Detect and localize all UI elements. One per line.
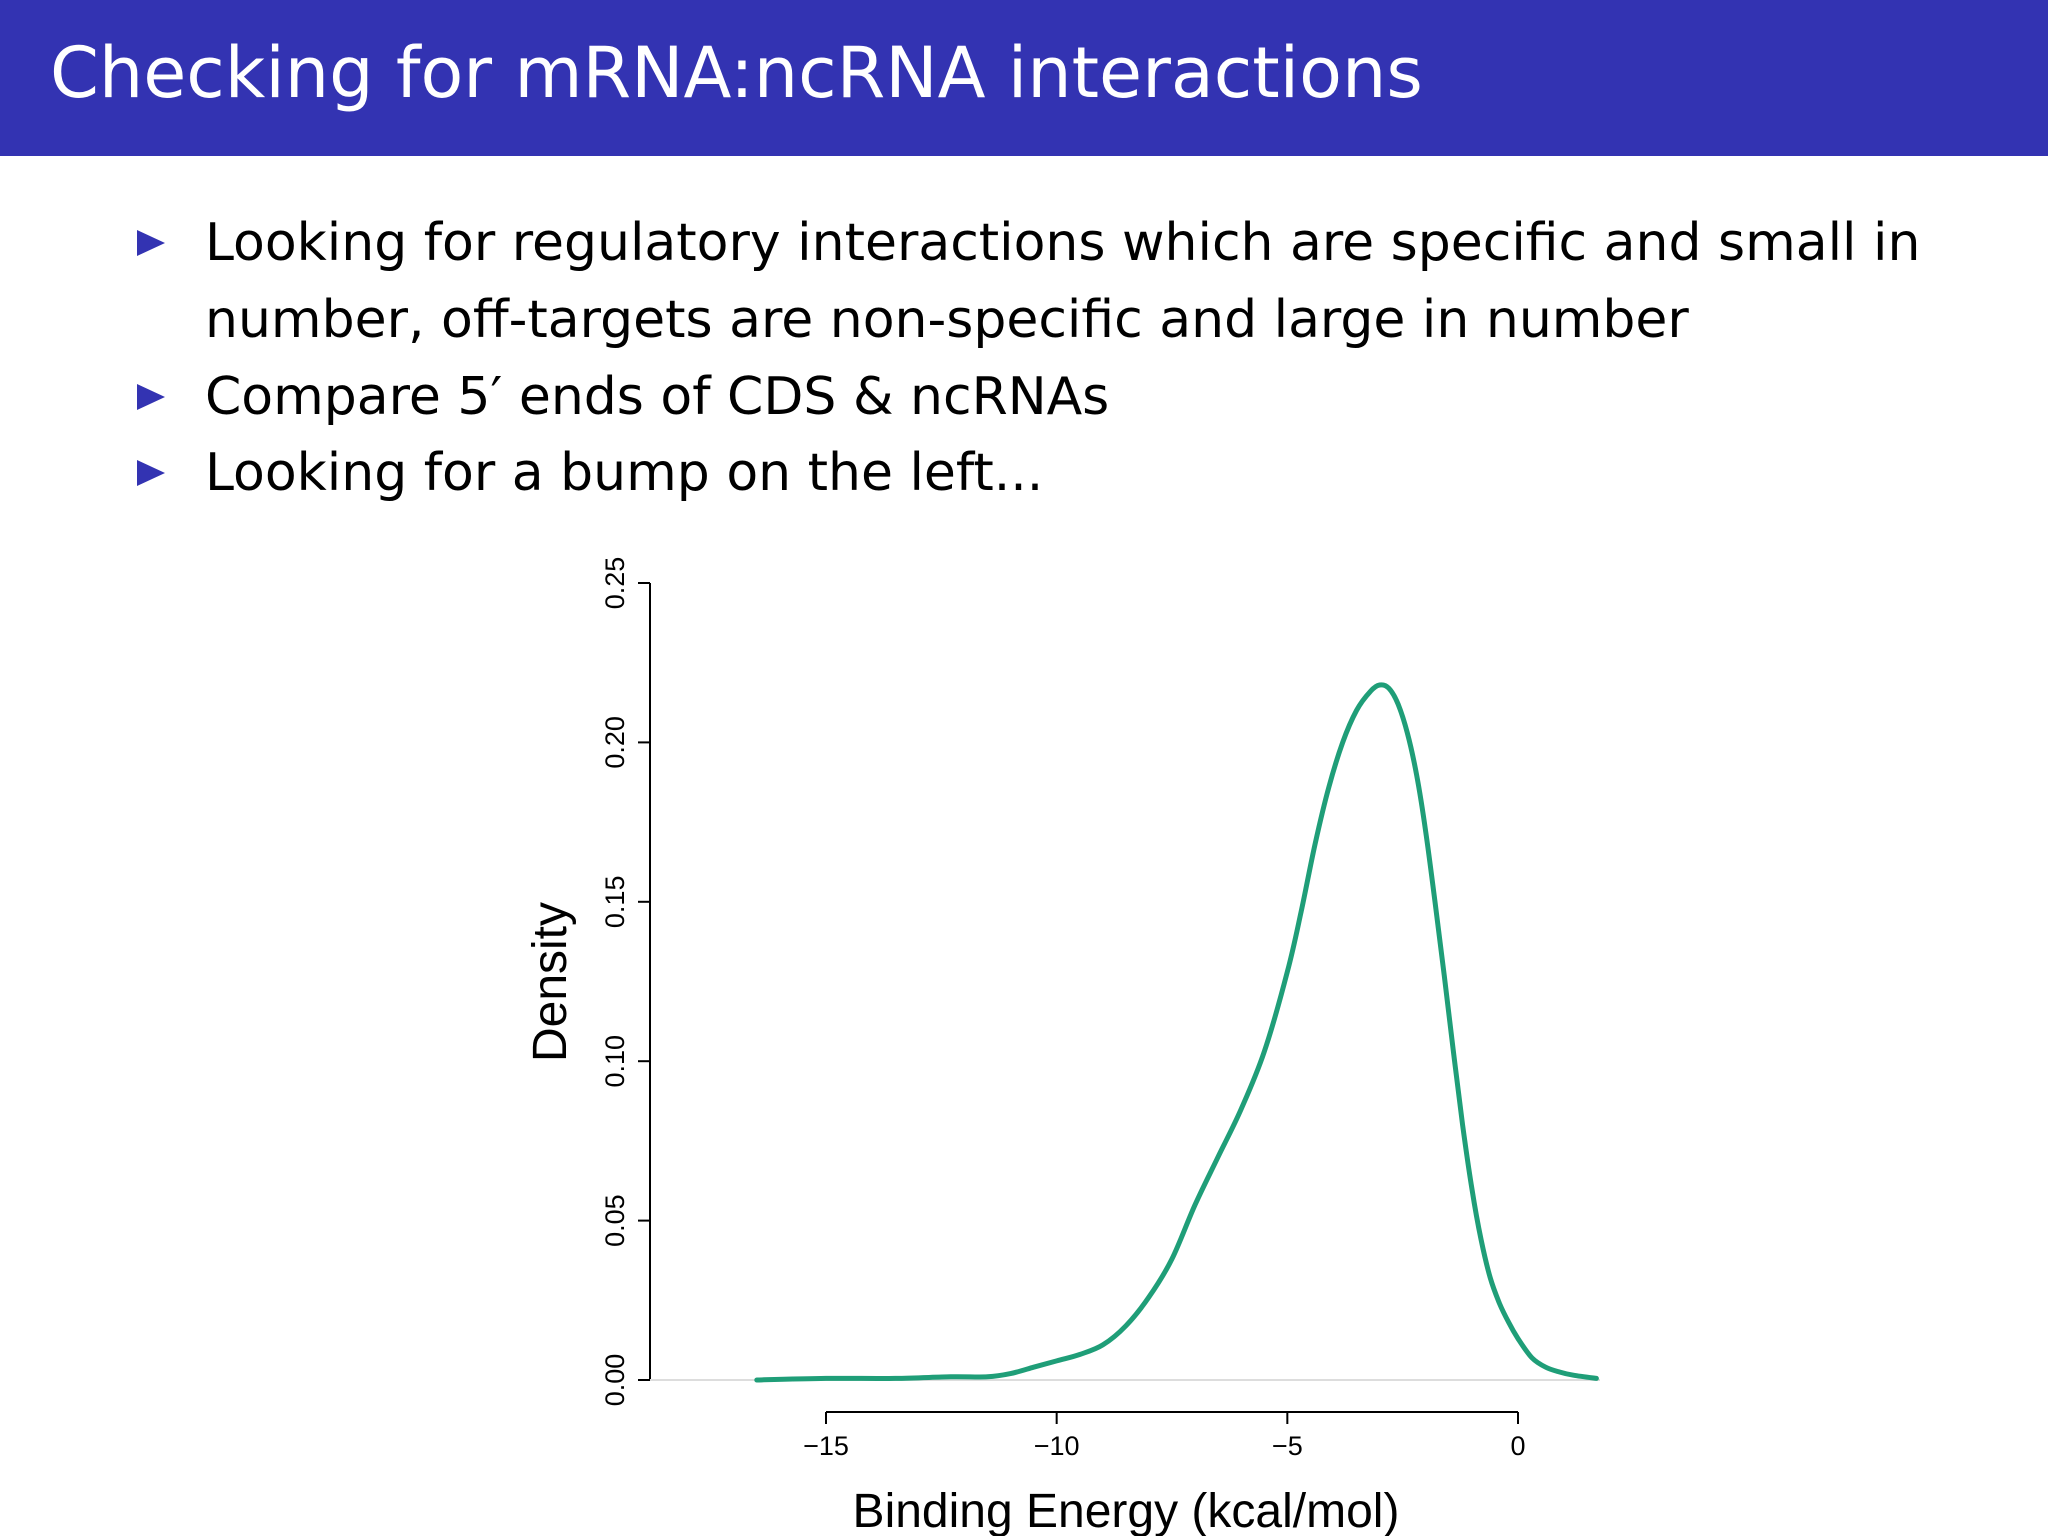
- chart-series: [757, 685, 1597, 1380]
- y-tick-label: 0.20: [600, 716, 630, 769]
- chart-ticks: [600, 557, 1526, 1461]
- x-tick-label: −10: [1033, 1431, 1080, 1461]
- density-curve: [757, 685, 1597, 1380]
- x-tick-label: −15: [803, 1431, 849, 1461]
- y-tick-label: 0.00: [600, 1353, 630, 1407]
- x-axis-label: Binding Energy (kcal/mol): [852, 1485, 1400, 1536]
- bullet-item: Compare 5′ ends of CDS & ncRNAs: [205, 367, 1110, 427]
- y-tick-label: 0.15: [600, 875, 630, 929]
- bullet-item: Looking for regulatory interactions which are specific and small in number, off-targets are non-specific and large in number: [205, 213, 1921, 350]
- y-tick-label: 0.05: [600, 1194, 630, 1247]
- bullet-item: Looking for a bump on the left...: [205, 443, 1044, 503]
- slide-title: Checking for mRNA:ncRNA interactions: [50, 32, 1423, 114]
- chart-axes: [650, 583, 1600, 1412]
- x-tick-label: 0: [1510, 1431, 1526, 1461]
- x-tick-label: −5: [1271, 1431, 1303, 1461]
- y-tick-label: 0.10: [600, 1034, 630, 1088]
- y-axis-label: Density: [524, 901, 577, 1063]
- y-tick-label: 0.25: [600, 556, 630, 610]
